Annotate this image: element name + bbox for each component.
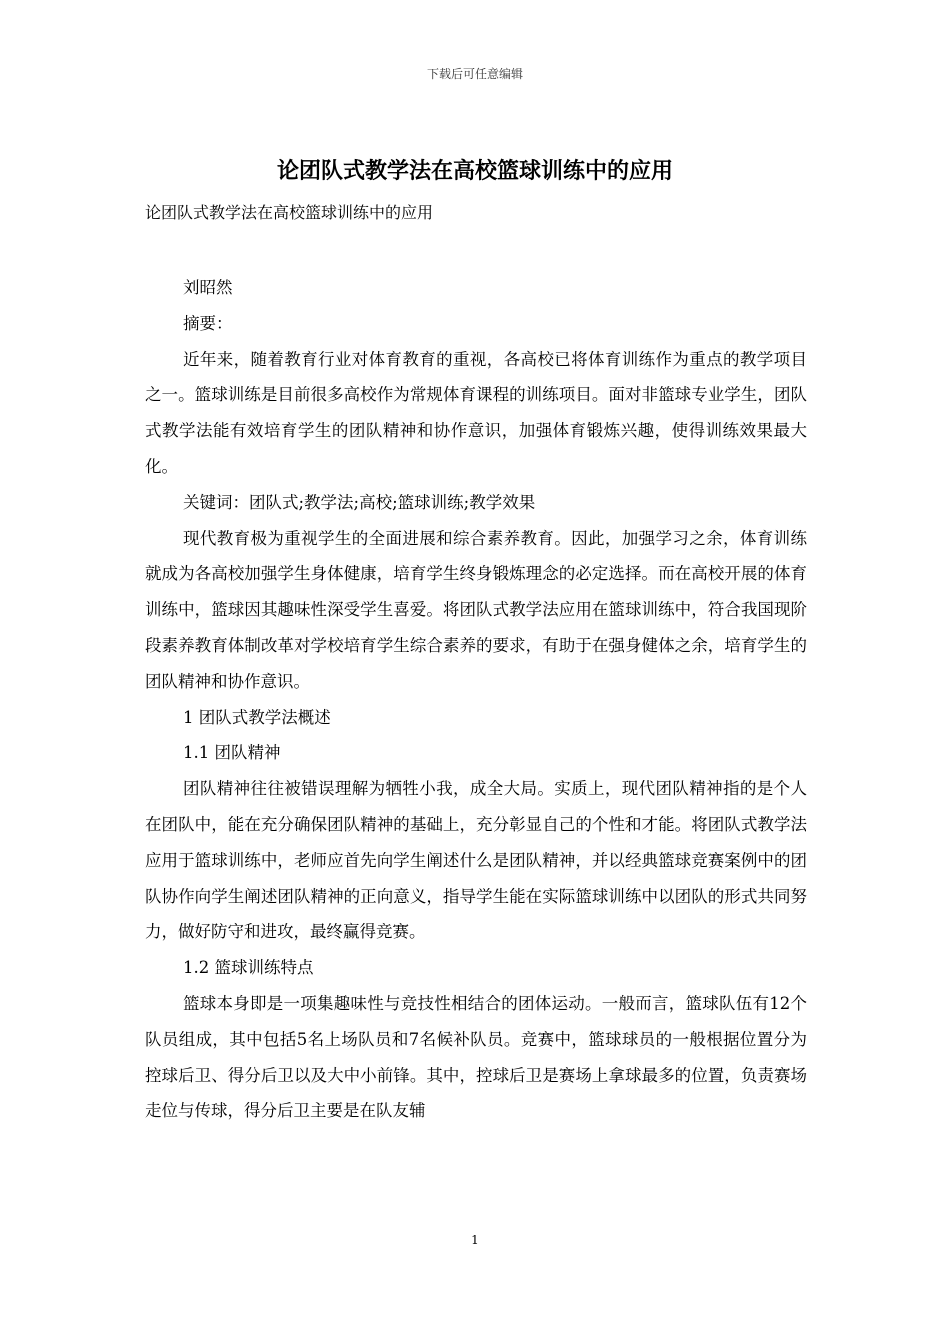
section-heading-1: 1 团队式教学法概述 — [183, 707, 331, 727]
team-spirit-paragraph: 团队精神往往被错误理解为牺牲小我，成全大局。实质上，现代团队精神指的是个人在团队中，能在充分确保团队精神的基础上，充分彰显自己的个性和才能。将团队式教学法应用于篮球训练中，老师应首先向学生阐述什么是团队精神，并以经典篮球竞赛案例中的团队协作向学生阐述团队精神的正向意义，指导学生能在实际篮球训练中以团队的形式共同努力，做好防守和进攻，最终赢得竞赛。 — [145, 779, 807, 942]
page-header: 下载后可任意编辑 — [426, 67, 523, 81]
document-title: 论团队式教学法在高校篮球训练中的应用 — [276, 158, 673, 184]
subsection-heading-1-1: 1.1 团队精神 — [183, 743, 281, 763]
document-body — [145, 270, 807, 1129]
keywords-line: 关键词：团队式;教学法;高校;篮球训练;教学效果 — [183, 492, 536, 512]
subsection-heading-1-2: 1.2 篮球训练特点 — [183, 958, 314, 978]
abstract-label: 摘要： — [183, 313, 233, 333]
basketball-features-paragraph: 篮球本身即是一项集趣味性与竞技性相结合的团体运动。一般而言，篮球队伍有12个队员组成，其中包括5名上场队员和7名候补队员。竞赛中，篮球球员的一般根据位置分为控球后卫、得分后卫以及大中小前锋。其中，控球后卫是赛场上拿球最多的位置，负责赛场走位与传球，得分后卫主要是在队友辅 — [145, 993, 807, 1121]
document-subtitle: 论团队式教学法在高校篮球训练中的应用 — [145, 203, 434, 222]
author-name: 刘昭然 — [183, 278, 233, 297]
page-number: 1 — [471, 1233, 479, 1247]
intro-paragraph: 现代教育极为重视学生的全面进展和综合素养教育。因此，加强学习之余，体育训练就成为各高校加强学生身体健康，培育学生终身锻炼理念的必定选择。而在高校开展的体育训练中，篮球因其趣味性深受学生喜爱。将团队式教学法应用在篮球训练中，符合我国现阶段素养教育体制改革对学校培育学生综合素养的要求，有助于在强身健体之余，培育学生的团队精神和协作意识。 — [145, 528, 807, 691]
abstract-paragraph: 近年来，随着教育行业对体育教育的重视，各高校已将体育训练作为重点的教学项目之一。篮球训练是目前很多高校作为常规体育课程的训练项目。面对非篮球专业学生，团队式教学法能有效培育学生的团队精神和协作意识，加强体育锻炼兴趣，使得训练效果最大化。 — [145, 349, 807, 476]
